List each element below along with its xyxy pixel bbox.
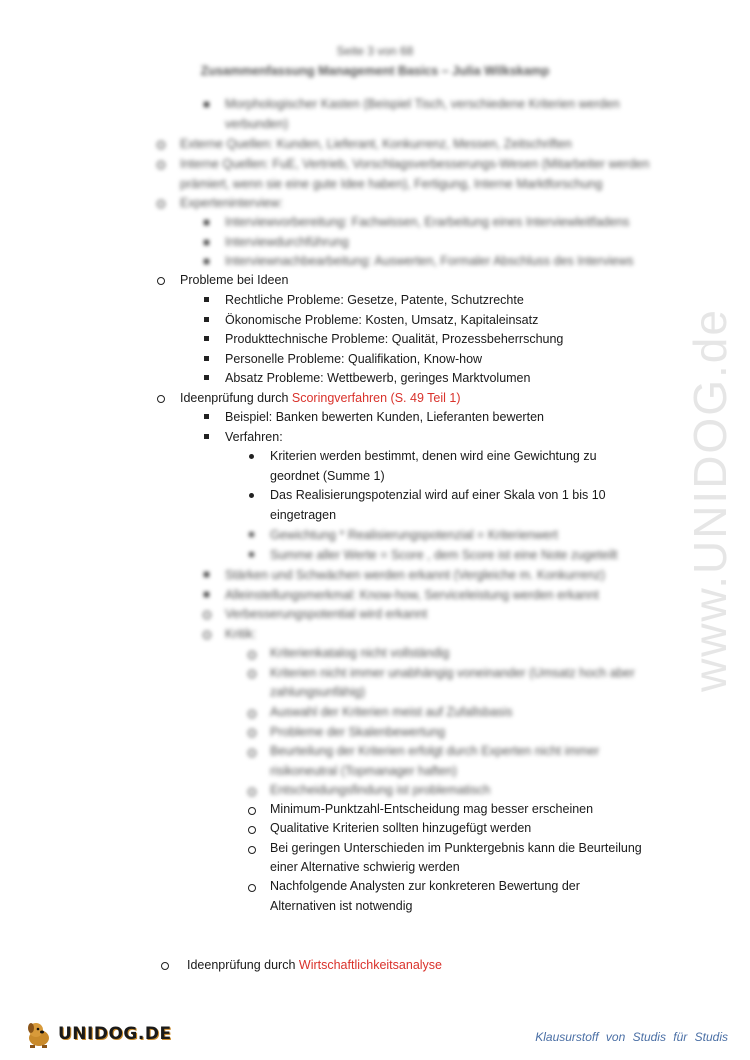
circle-bullet-icon <box>157 277 165 285</box>
list-item-continued: Alternativen ist notwendig <box>270 899 413 913</box>
circle-bullet-icon <box>161 962 169 970</box>
circle-bullet-icon <box>248 826 256 834</box>
circle-bullet-icon <box>248 807 256 815</box>
square-bullet-icon <box>204 375 209 380</box>
unidog-logo[interactable] <box>24 1016 172 1052</box>
dot-bullet-icon <box>249 454 254 459</box>
scoring-reference-link[interactable]: Scoringverfahren (S. 49 Teil 1) <box>291 391 461 405</box>
circle-bullet-icon <box>157 161 165 169</box>
text-line: Summe aller Werte = Score , dem Score ist eine Note zugeteilt <box>270 548 618 562</box>
list-item: Personelle Probleme: Qualifikation, Know-how <box>225 352 483 366</box>
list-item-continued: eingetragen <box>270 508 337 522</box>
text-line: Interviewnachbearbeitung: Auswerten, Formaler Abschluss des Interviews <box>225 254 634 268</box>
text-line: Verbesserungspotential wird erkannt <box>225 607 428 621</box>
list-item-continued: geordnet (Summe 1) <box>270 469 385 483</box>
dot-bullet-icon <box>249 493 254 498</box>
square-bullet-icon <box>204 572 209 577</box>
square-bullet-icon <box>204 259 209 264</box>
section-heading-wirtschaft <box>187 955 442 975</box>
dot-bullet-icon <box>249 532 254 537</box>
section-heading-probleme: Probleme bei Ideen <box>180 273 289 287</box>
list-item-continued: einer Alternative schwierig werden <box>270 860 460 874</box>
square-bullet-icon <box>204 297 209 302</box>
dog-mascot-icon <box>24 1019 54 1049</box>
text-line: Stärken und Schwächen werden erkannt (Vergleiche m. Konkurrenz) <box>225 568 606 582</box>
text-line: Probleme der Skalenbewertung <box>270 725 446 739</box>
circle-bullet-icon <box>248 729 256 737</box>
list-item: Ökonomische Probleme: Kosten, Umsatz, Kapitaleinsatz <box>225 313 539 327</box>
square-bullet-icon <box>204 356 209 361</box>
text-line: Gewichtung * Realisierungspotenzial = Kriterienwert <box>270 528 558 542</box>
list-item: Qualitative Kriterien sollten hinzugefügt werden <box>270 821 532 835</box>
text-line: Beurteilung der Kriterien erfolgt durch Experten nicht immer <box>270 744 600 758</box>
circle-bullet-icon <box>248 749 256 757</box>
circle-bullet-icon <box>248 670 256 678</box>
text-line: Interviewdurchführung <box>225 235 349 249</box>
list-item: Minimum-Punktzahl-Entscheidung mag besser erscheinen <box>270 802 594 816</box>
list-item: Kriterien werden bestimmt, denen wird eine Gewichtung zu <box>270 449 597 463</box>
list-item: Absatz Probleme: Wettbewerb, geringes Marktvolumen <box>225 371 531 385</box>
text-line: Morphologischer Kasten (Beispiel Tisch, verschiedene Kriterien werden <box>225 97 620 111</box>
page-number: Seite 3 von 68 <box>336 44 414 58</box>
text-line: Interviewvorbereitung: Fachwissen, Erarbeitung eines Interviewleitfadens <box>225 215 630 229</box>
square-bullet-icon <box>204 220 209 225</box>
section-heading-scoring <box>180 388 461 408</box>
square-bullet-icon <box>204 102 209 107</box>
list-item: Produkttechnische Probleme: Qualität, Prozessbeherrschung <box>225 332 564 346</box>
text-line: Alleinstellungsmerkmal: Know-how, Serviceleistung werden erkannt <box>225 588 599 602</box>
text-line: verbunden) <box>225 117 289 131</box>
text-line: zahlungsunfähig) <box>270 685 366 699</box>
circle-bullet-icon <box>157 200 165 208</box>
circle-bullet-icon <box>248 788 256 796</box>
text-line: Entscheidungsfindung ist problematisch <box>270 783 491 797</box>
text-line: Experteninterview: <box>180 196 283 210</box>
text-line: Auswahl der Kriterien meist auf Zufallsbasis <box>270 705 513 719</box>
square-bullet-icon <box>204 414 209 419</box>
list-item: Rechtliche Probleme: Gesetze, Patente, Schutzrechte <box>225 293 524 307</box>
circle-bullet-icon <box>248 710 256 718</box>
list-item: Nachfolgende Analysten zur konkreteren Bewertung der <box>270 879 580 893</box>
text-line: Kritik: <box>225 627 257 641</box>
square-bullet-icon <box>204 592 209 597</box>
list-item: Bei geringen Unterschieden im Punktergebnis kann die Beurteilung <box>270 841 642 855</box>
circle-bullet-icon <box>157 141 165 149</box>
text-line: risikoneutral (Topmanager haften) <box>270 764 457 778</box>
square-bullet-icon <box>204 434 209 439</box>
square-bullet-icon <box>204 336 209 341</box>
text-line: Kriterienkatalog nicht vollständig <box>270 646 450 660</box>
watermark <box>630 270 750 730</box>
dot-bullet-icon <box>249 552 254 557</box>
text-line: Externe Quellen: Kunden, Lieferant, Konkurrenz, Messen, Zeitschriften <box>180 137 572 151</box>
circle-bullet-icon <box>157 395 165 403</box>
circle-bullet-icon <box>248 846 256 854</box>
circle-bullet-icon <box>203 631 211 639</box>
square-bullet-icon <box>204 317 209 322</box>
text-line: Kriterien nicht immer unabhängig voneinander (Umsatz hoch aber <box>270 666 635 680</box>
heading-prefix: Ideenprüfung durch <box>180 391 292 405</box>
list-item: Verfahren: <box>225 430 283 444</box>
text-line: prämiert, wenn sie eine gute Idee haben), Fertigung, Interne Marktforschung <box>180 177 603 191</box>
circle-bullet-icon <box>248 884 256 892</box>
list-item: Beispiel: Banken bewerten Kunden, Lieferanten bewerten <box>225 410 544 424</box>
circle-bullet-icon <box>203 611 211 619</box>
wirtschaft-reference-link[interactable]: Wirtschaftlichkeitsanalyse <box>298 958 442 972</box>
logo-text: UNIDOG.DE <box>58 1024 172 1044</box>
circle-bullet-icon <box>248 651 256 659</box>
square-bullet-icon <box>204 240 209 245</box>
footer-tagline: Klausurstoff von Studis für Studis <box>535 1030 728 1044</box>
watermark-text: www.UNIDOG.de <box>684 308 737 692</box>
text-line: Interne Quellen: FuE, Vertrieb, Vorschlagsverbesserungs-Wesen (Mitarbeiter werden <box>180 157 650 171</box>
page-title: Zusammenfassung Management Basics – Julia Wilkskamp <box>200 64 550 78</box>
list-item: Das Realisierungspotenzial wird auf einer Skala von 1 bis 10 <box>270 488 606 502</box>
heading-prefix: Ideenprüfung durch <box>187 958 299 972</box>
